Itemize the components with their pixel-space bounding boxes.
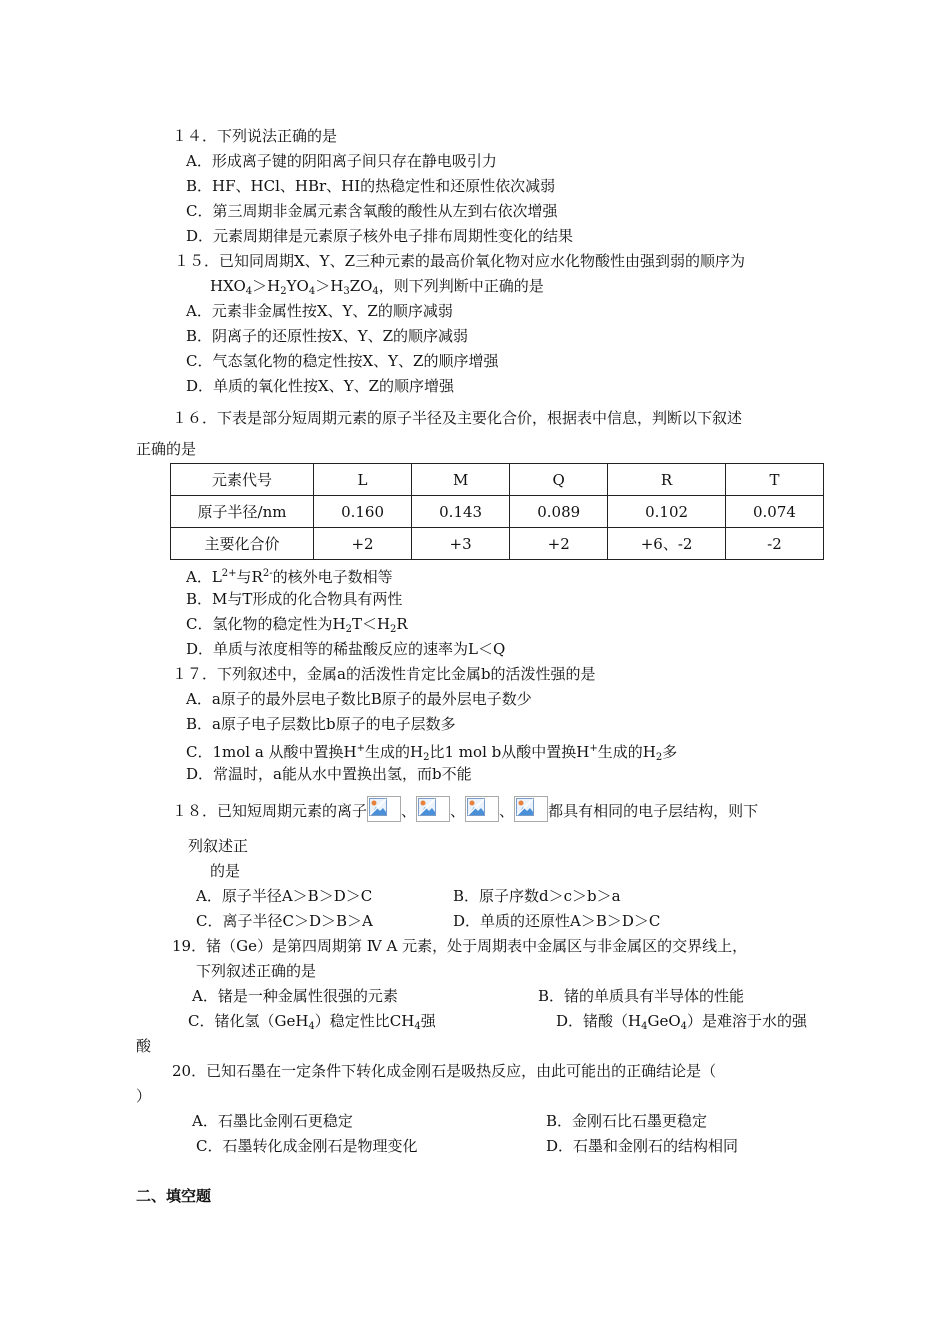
broken-image-icon [367,796,401,822]
q15-option-c: C．气态氢化物的稳定性按X、Y、Z的顺序增强 [186,352,499,370]
table-cell: +2 [314,528,412,560]
table-cell: 0.074 [725,496,823,528]
q15-option-a: A．元素非金属性按X、Y、Z的顺序减弱 [186,302,453,320]
q20-option-a: A．石墨比金刚石更稳定 [192,1112,353,1130]
q14-option-c: C．第三周期非金属元素含氧酸的酸性从左到右依次增强 [186,202,558,220]
q16-option-a: A．$L^{2+}$与$R^{2-}$的核外电子数相等 [186,568,393,586]
table-cell: L [314,464,412,496]
table-cell: R [608,464,726,496]
q19-option-d-wrap: 酸 [136,1037,152,1055]
table-cell: 0.102 [608,496,726,528]
q17-stem: １７．下列叙述中，金属a的活泼性肯定比金属b的活泼性强的是 [172,665,596,683]
q17-option-b: B．a原子电子层数比b原子的电子层数多 [186,715,456,733]
q20-stem: 20．已知石墨在一定条件下转化成金刚石是吸热反应，由此可能出的正确结论是（ [172,1062,717,1080]
q20-option-c: C．石墨转化成金刚石是物理变化 [196,1137,418,1155]
table-cell: M [412,464,510,496]
broken-image-icon [416,796,450,822]
q16-option-d: D．单质与浓度相等的稀盐酸反应的速率为L＜Q [186,640,506,658]
table-cell: +2 [510,528,608,560]
q18-stem-wrap: 列叙述正 [188,837,249,855]
table-cell: +3 [412,528,510,560]
q19-option-d: D．锗酸$(H_4GeO_4)$是难溶于水的强 [556,1012,808,1032]
q15-stem-line2: $HXO_4>H_2YO_4>H_3ZO_4$，则下列判断中正确的是 [210,277,544,297]
table-row-radius [171,496,824,528]
q20-option-b: B．金刚石比石墨更稳定 [546,1112,708,1130]
broken-image-icon [465,796,499,822]
q17-option-a: A．a原子的最外层电子数比B原子的最外层电子数少 [186,690,532,708]
table-cell: 元素代号 [171,464,314,496]
q15-option-d: D．单质的氧化性按X、Y、Z的顺序增强 [186,377,455,395]
table-cell: 0.089 [510,496,608,528]
broken-image-icon [514,796,548,822]
q15-option-b: B．阴离子的还原性按X、Y、Z的顺序减弱 [186,327,469,345]
q20-stem-wrap: ） [136,1087,152,1105]
table-cell: Q [510,464,608,496]
q17-option-c: C．1mol a 从酸中置换H+生成的$H_2$比1 mol b从酸中置换H+生成的$H_2$多 [186,743,678,763]
q18-option-d: D．单质的还原性A＞B＞D＞C [453,912,661,930]
table-row-header [171,464,824,496]
table-cell: T [725,464,823,496]
q16-stem-wrap: 正确的是 [136,440,197,458]
table-cell: 主要化合价 [171,528,314,560]
q19-option-a: A．锗是一种金属性很强的元素 [192,987,398,1005]
section-heading: 二、填空题 [136,1187,212,1205]
q19-stem-wrap: 下列叙述正确的是 [196,962,317,980]
q18-stem-wrap2: 的是 [210,862,241,880]
q17-option-d: D．常温时，a能从水中置换出氢，而b不能 [186,765,472,783]
q14-option-a: A．形成离子键的阴阳离子间只存在静电吸引力 [186,152,497,170]
q19-stem: 19．锗（Ge）是第四周期第 Ⅳ A 元素，处于周期表中金属区与非金属区的交界线上， [172,937,748,955]
q14-stem: １４．下列说法正确的是 [172,127,338,145]
q18-option-a: A．原子半径A＞B＞D＞C [196,887,373,905]
table-cell: 0.160 [314,496,412,528]
q18-stem: １８．已知短周期元素的离子 、 、 、 都具有相同的电子层结构，则下 [172,796,758,822]
q18-option-b: B．原子序数d＞c＞b＞a [453,887,621,905]
table-row-valence [171,528,824,560]
table-cell: +6、-2 [608,528,726,560]
q18-option-c: C．离子半径C＞D＞B＞A [196,912,373,930]
table-cell: -2 [725,528,823,560]
q15-stem: １５．已知同周期X、Y、Z三种元素的最高价氧化物对应水化物酸性由强到弱的顺序为 [174,252,746,270]
q19-option-c: C．锗化氢（GeH$_4$）稳定性比$CH_4$强 [188,1012,436,1032]
table-cell: 0.143 [412,496,510,528]
q16-stem: １６．下表是部分短周期元素的原子半径及主要化合价，根据表中信息，判断以下叙述 [172,409,743,427]
element-table [170,463,824,560]
table-cell: 原子半径/nm [171,496,314,528]
q19-option-b: B．锗的单质具有半导体的性能 [538,987,745,1005]
q16-option-b: B．M与T形成的化合物具有两性 [186,590,403,608]
q14-option-b: B．HF、HCl、HBr、HI的热稳定性和还原性依次减弱 [186,177,556,195]
q14-option-d: D．元素周期律是元素原子核外电子排布周期性变化的结果 [186,227,574,245]
q16-option-c: C．氢化物的稳定性为$H_2T<H_2R$ [186,615,408,635]
q20-option-d: D．石墨和金刚石的结构相同 [546,1137,739,1155]
